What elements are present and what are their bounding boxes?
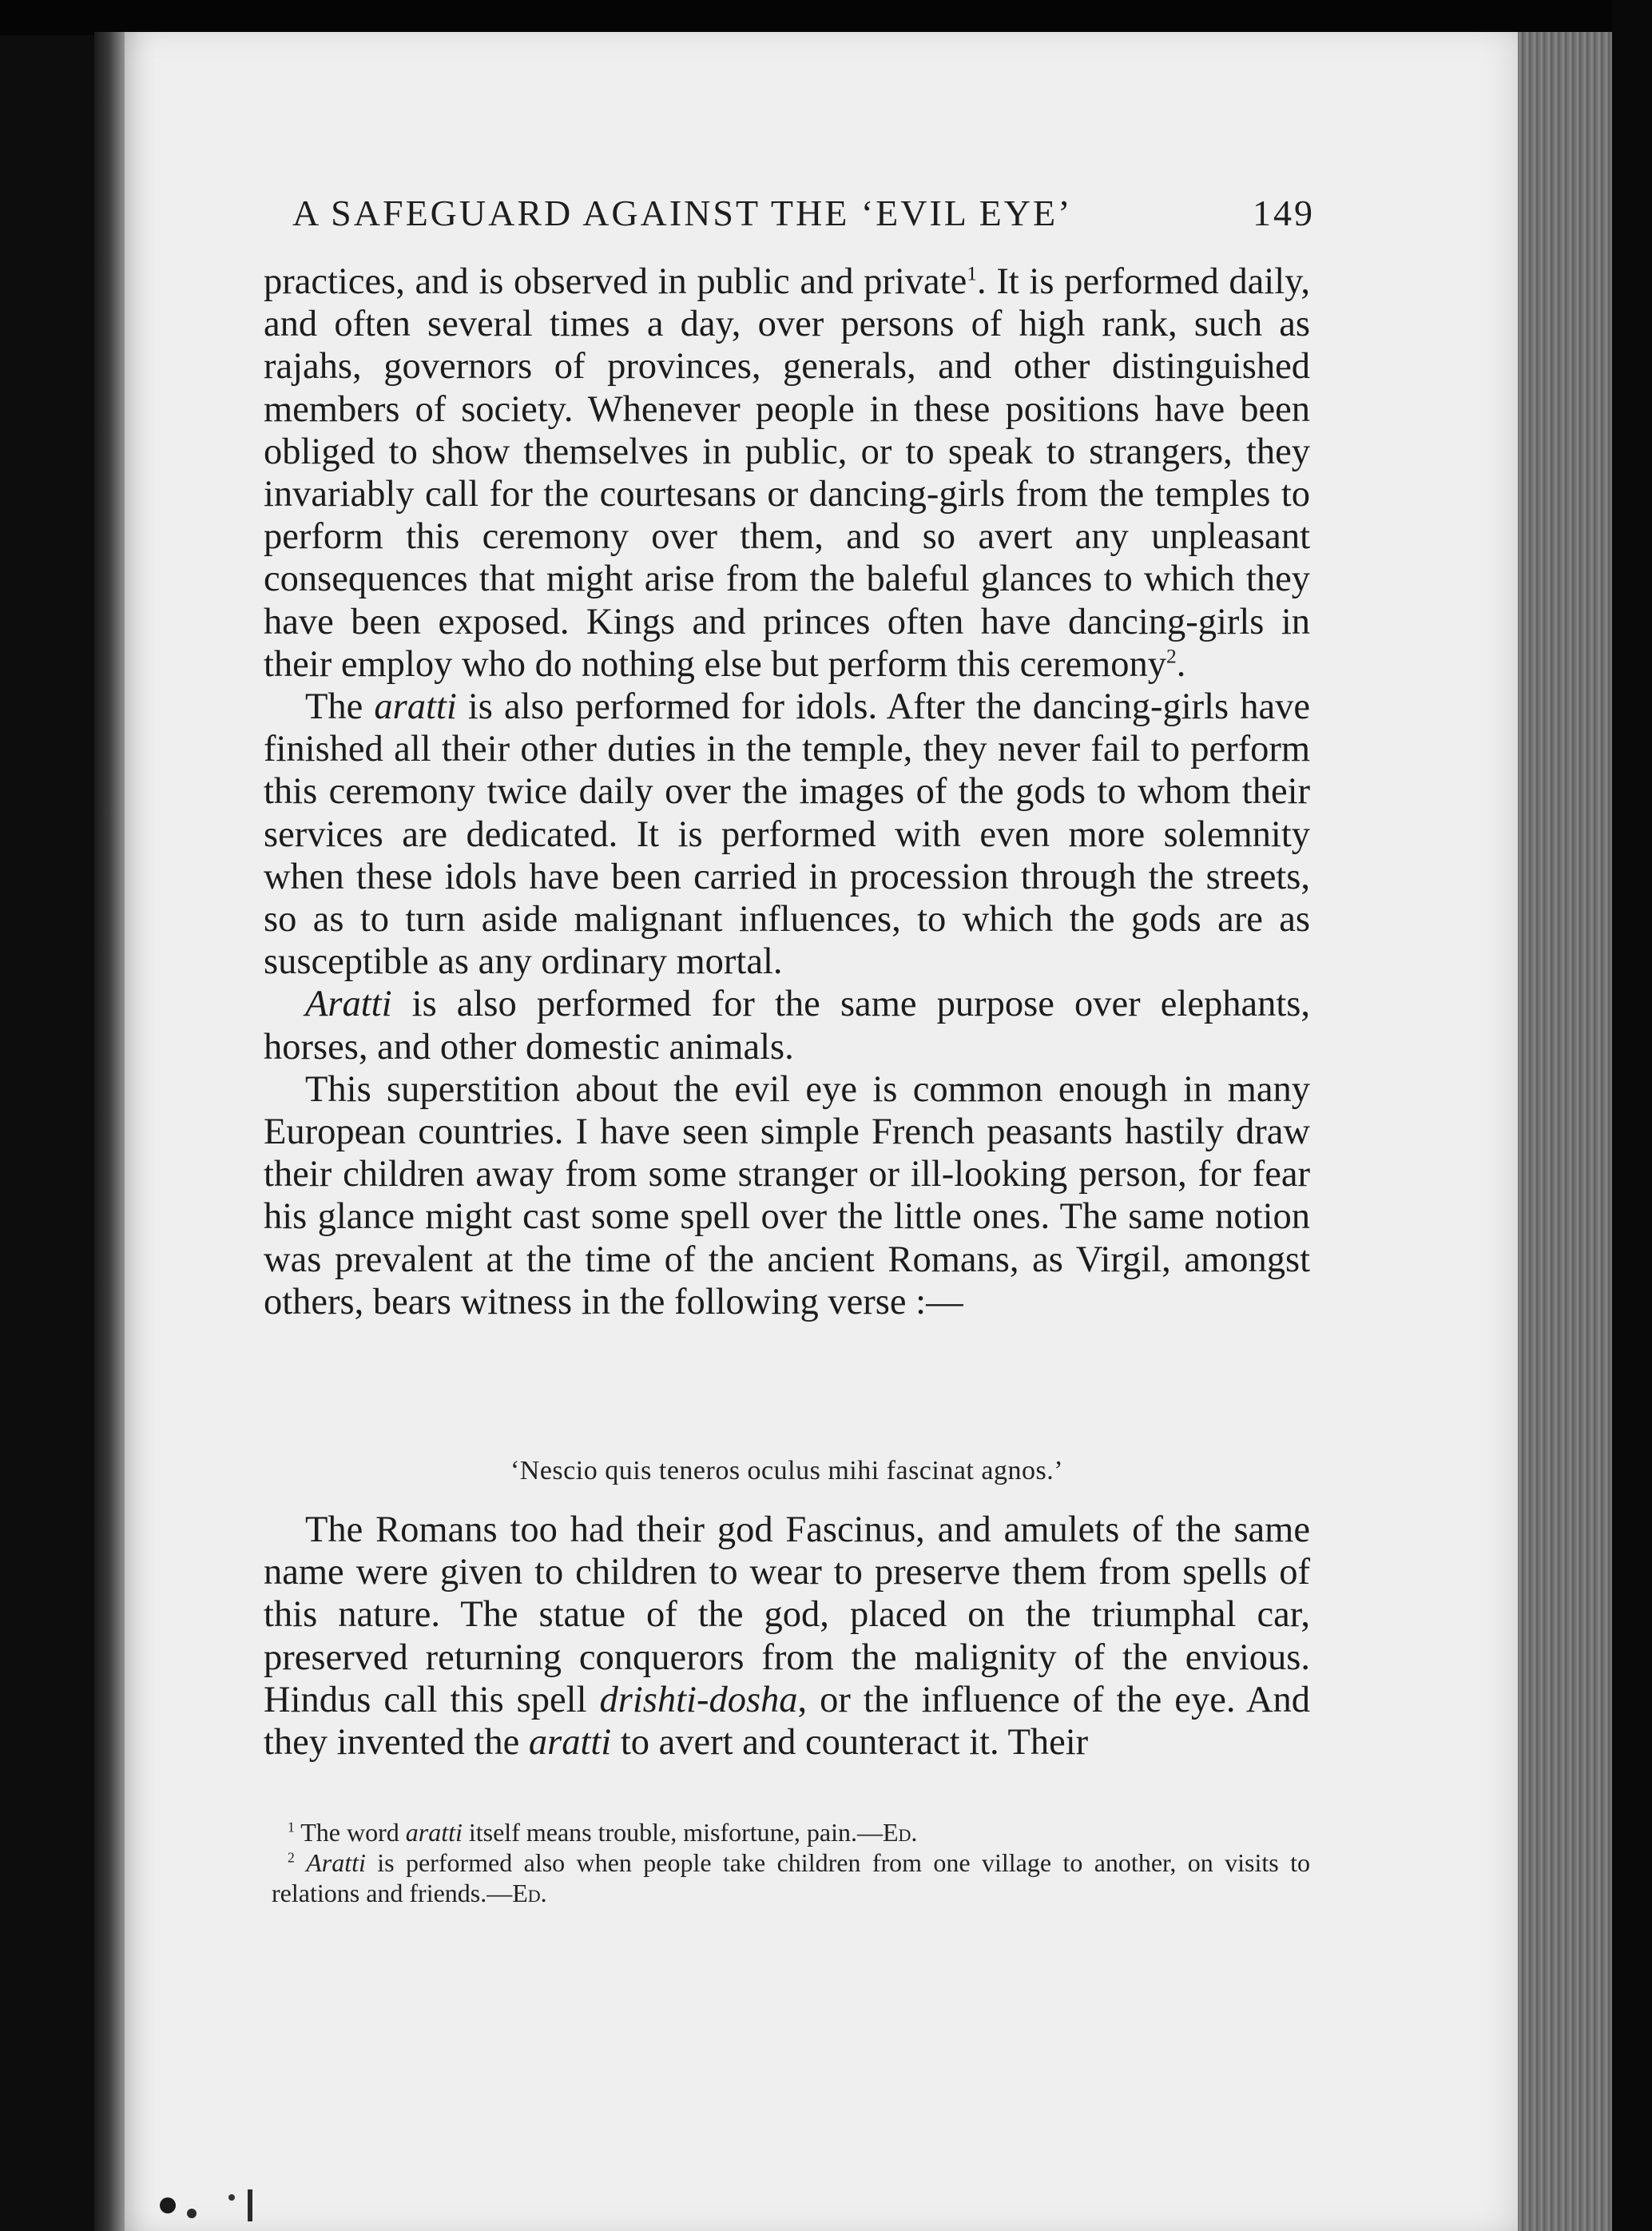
italic-term: aratti <box>405 1818 463 1847</box>
paragraph <box>264 1509 1310 1764</box>
paragraph <box>264 686 1310 983</box>
footnote-marker: 2 <box>288 1849 295 1866</box>
footnote <box>272 1847 1310 1908</box>
paragraph <box>264 1068 1310 1323</box>
text-run: This superstition about the evil eye is common enough in many European countries. I have seen simple French peasants hastily draw their children away from some stranger or ill-looking person, for fear his glance might cast some spell over the little ones. The same notion was prevalent at the time of the ancient Romans, as Virgil, amongst others, bears witness in the following verse :— <box>264 1068 1310 1322</box>
italic-term: aratti <box>528 1722 612 1764</box>
book-spine-shadow <box>94 32 126 2231</box>
page-number: 149 <box>1253 193 1315 233</box>
text-run: The <box>305 686 375 728</box>
scan-specks <box>136 2149 375 2229</box>
italic-term: drishti-dosha <box>599 1679 798 1720</box>
text-run: The word <box>294 1818 406 1847</box>
footnote <box>272 1817 1310 1847</box>
main-text-block-continued <box>264 1509 1310 1764</box>
italic-term: aratti <box>374 686 457 728</box>
scan-top-border <box>0 0 1652 35</box>
main-text-block <box>264 260 1310 1323</box>
text-run: to avert and counteract it. Their <box>611 1722 1089 1764</box>
text-run: . It is performed daily, and often several times a day, over persons of high rank, such as rajahs, governors of provinces, generals, and other distinguished members of society. Whenever people in these positions have been obliged to show themselves in public, or to speak to strangers, they invariably call for the courtesans or dancing-girls from the temples to perform this ceremony over them, and so avert any unpleasant consequences that might arise from the baleful glances to which they have been exposed. Kings and princes often have dancing-girls in their employ who do nothing else but perform this ceremony <box>264 261 1310 685</box>
running-head <box>292 192 1315 234</box>
page-edges-stack <box>1518 32 1612 2231</box>
text-run: is also performed for idols. After the dancing-girls have finished all their other duties in the temple, they never fail to perform this ceremony twice daily over the images of the gods to whom their services are dedicated. It is performed with even more solemnity when these idols have been carried in procession through the streets, so as to turn aside malignant influences, to which the gods are as susceptible as any ordinary mortal. <box>264 686 1310 983</box>
text-run: practices, and is observed in public and private <box>264 261 967 302</box>
editor-mark: Ed. <box>512 1879 547 1907</box>
paragraph <box>264 260 1310 686</box>
text-run <box>295 1848 306 1877</box>
latin-verse-quote: ‘Nescio quis teneros oculus mihi fascinat agnos.’ <box>510 1456 1064 1485</box>
italic-term: Aratti <box>305 984 392 1025</box>
text-run: The Romans too had their god Fascinus, and amulets of the same name were given to children to wear to preserve them from spells of this nature. The statue of the god, placed on the triumphal car, preserved returning conquerors from the malignity of the envious. Hindus call this spell <box>264 1509 1310 1720</box>
text-run: is performed also when people take children from one village to another, on visits to relations and friends.— <box>272 1848 1311 1907</box>
footnotes <box>272 1817 1310 1908</box>
text-run: is also performed for the same purpose over elephants, horses, and other domestic animals. <box>264 984 1310 1068</box>
footnote-marker: 2 <box>1166 644 1177 668</box>
text-run: . <box>1176 643 1186 685</box>
text-run: itself means trouble, misfortune, pain.— <box>462 1818 883 1847</box>
footnote-marker: 1 <box>288 1819 295 1835</box>
paragraph <box>264 983 1310 1068</box>
italic-term: Aratti <box>306 1848 366 1877</box>
editor-mark: Ed. <box>882 1818 918 1847</box>
running-head-title: A SAFEGUARD AGAINST THE ‘EVIL EYE’ <box>292 193 1073 233</box>
footnote-marker: 1 <box>967 261 978 285</box>
scan-right-border <box>1612 0 1652 2231</box>
text-run: , or the influence of the eye. And they invented the <box>264 1679 1310 1764</box>
